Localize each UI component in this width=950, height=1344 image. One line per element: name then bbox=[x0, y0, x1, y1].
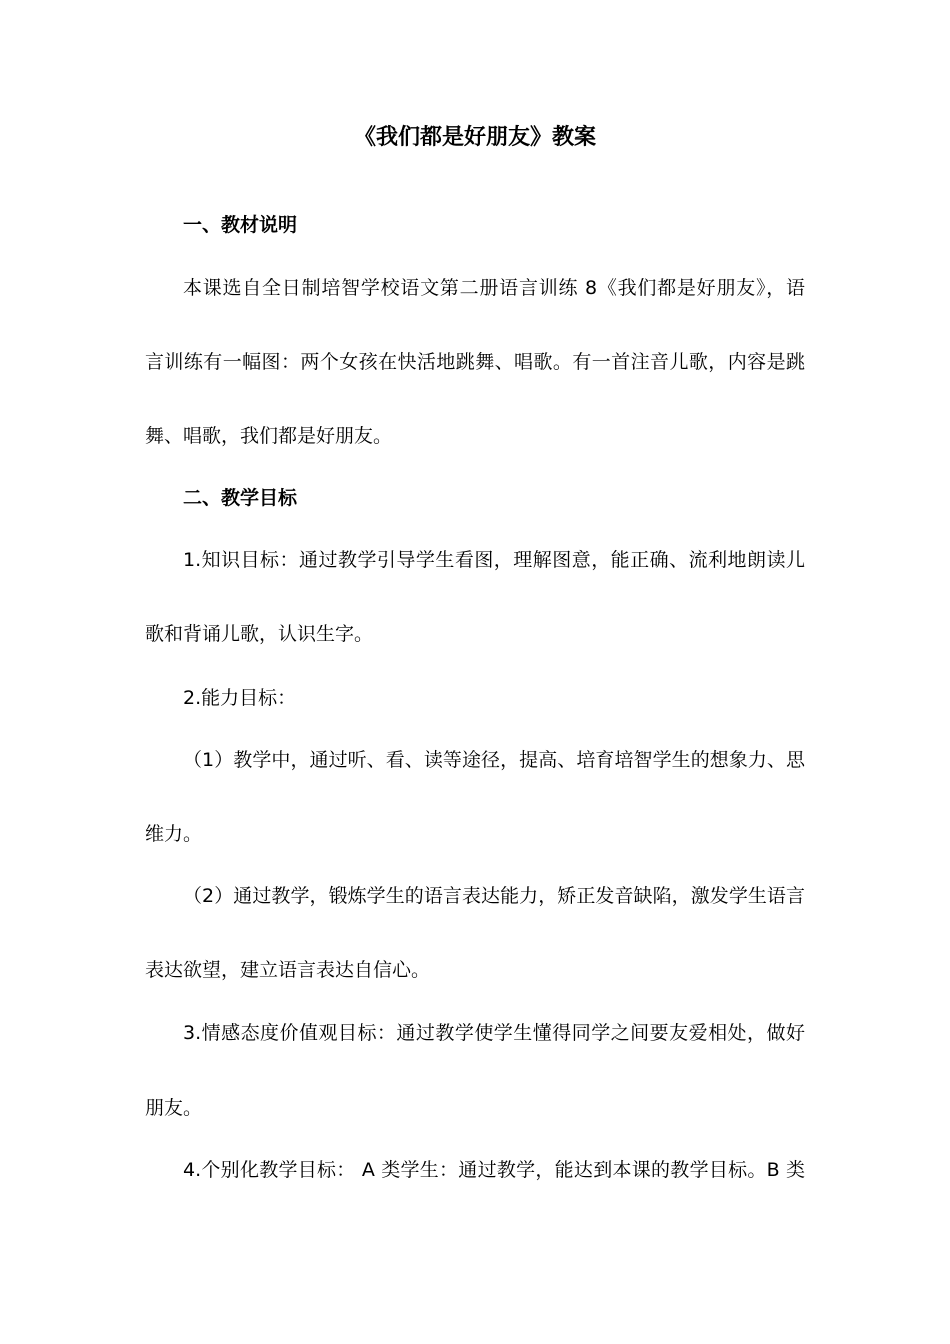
document-title: 《我们都是好朋友》教案 bbox=[353, 125, 596, 150]
paragraph-line: 3.情感态度价值观目标：通过教学使学生懂得同学之间要友爱相处，做好 bbox=[183, 1022, 805, 1044]
paragraph-line: 2.能力目标： bbox=[183, 687, 297, 709]
paragraph-line: （2）通过教学，锻炼学生的语言表达能力，矫正发音缺陷，激发学生语言 bbox=[183, 885, 805, 907]
paragraph-line: 朋友。 bbox=[145, 1097, 203, 1119]
paragraph-line: 舞、唱歌，我们都是好朋友。 bbox=[145, 425, 393, 447]
paragraph-line: 言训练有一幅图：两个女孩在快活地跳舞、唱歌。有一首注音儿歌，内容是跳 bbox=[145, 351, 805, 373]
paragraph-line: 4.个别化教学目标： A 类学生：通过教学，能达到本课的教学目标。B 类 bbox=[183, 1159, 805, 1181]
paragraph-line: 维力。 bbox=[145, 823, 203, 845]
section-heading-goals: 二、教学目标 bbox=[183, 487, 298, 509]
paragraph-line: （1）教学中，通过听、看、读等途径，提高、培育培智学生的想象力、思 bbox=[183, 749, 805, 771]
paragraph-line: 1.知识目标：通过教学引导学生看图，理解图意，能正确、流利地朗读儿 bbox=[183, 549, 805, 571]
paragraph-line: 本课选自全日制培智学校语文第二册语言训练 8《我们都是好朋友》，语 bbox=[183, 277, 805, 299]
paragraph-line: 表达欲望，建立语言表达自信心。 bbox=[145, 959, 431, 981]
paragraph-line: 歌和背诵儿歌，认识生字。 bbox=[145, 623, 374, 645]
section-heading-materials: 一、教材说明 bbox=[183, 214, 298, 236]
